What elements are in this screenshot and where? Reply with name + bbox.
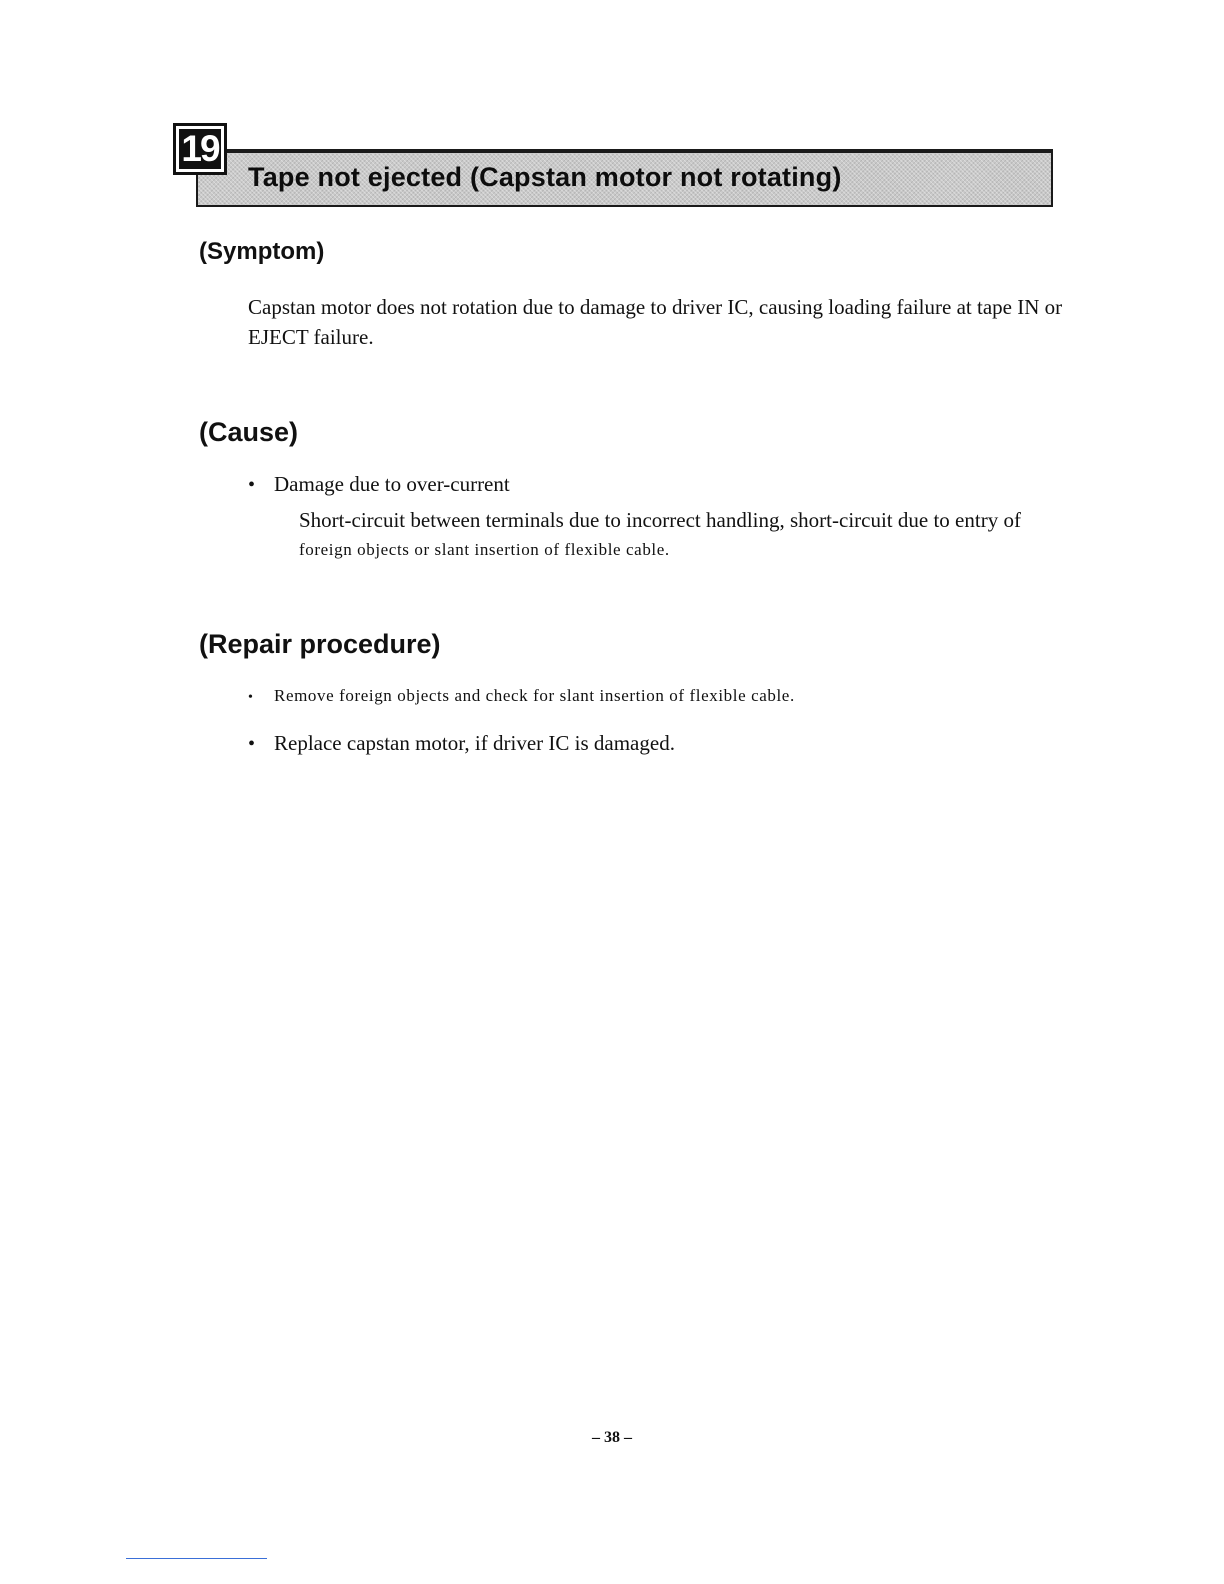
page-number: – 38 – [592, 1429, 632, 1446]
cause-heading: (Cause) [199, 417, 299, 447]
section-title: Tape not ejected (Capstan motor not rotating) [248, 162, 842, 192]
bullet-dot: • [248, 474, 256, 496]
symptom-text: Capstan motor does not rotation due to damage to driver IC, causing loading failure at tape IN or EJECT failure. [248, 295, 1063, 349]
cause-detail-line-1: Short-circuit between terminals due to incorrect handling, short-circuit due to entry of [299, 508, 1021, 532]
bullet-dot: • [248, 733, 256, 755]
bullet-dot: • [248, 690, 254, 705]
cause-detail [299, 505, 1069, 565]
banner-rule [223, 149, 1053, 153]
repair-bullet [248, 686, 795, 706]
repair-bullet [248, 731, 675, 756]
symptom-heading: (Symptom) [199, 238, 325, 265]
cause-bullet [248, 472, 510, 497]
repair-bullet-text: Replace capstan motor, if driver IC is damaged. [274, 731, 675, 755]
section-number-box [173, 123, 227, 175]
cause-detail-line-2: foreign objects or slant insertion of flexible cable. [299, 540, 670, 559]
cause-bullet-label: Damage due to over-current [274, 472, 510, 496]
repair-bullet-text: Remove foreign objects and check for slant insertion of flexible cable. [274, 686, 795, 705]
section-banner [173, 123, 1055, 211]
repair-heading: (Repair procedure) [199, 629, 441, 659]
section-number: 19 [179, 129, 221, 169]
footer-rule [126, 1558, 267, 1559]
